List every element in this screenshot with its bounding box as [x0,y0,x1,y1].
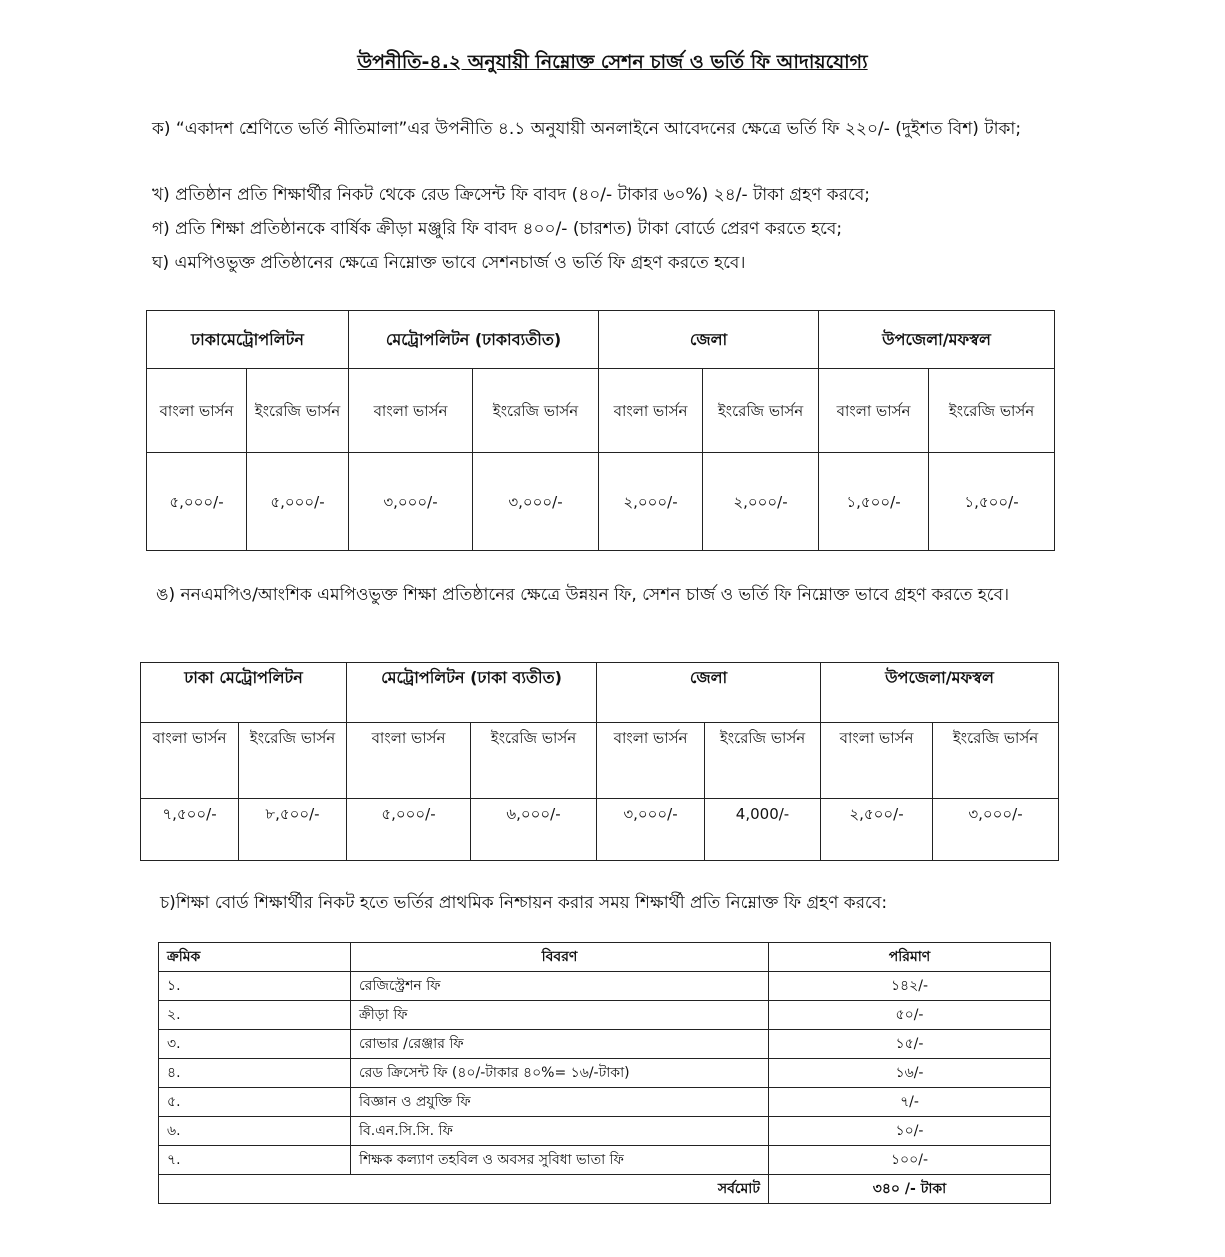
version-cell: ইংরেজি ভার্সন [247,369,349,453]
version-cell: বাংলা ভার্সন [597,723,705,799]
page-title: উপনীতি-৪.২ অনুযায়ী নিম্নোক্ত সেশন চার্জ ও ভর্তি ফি আদায়যোগ্য [357,51,868,73]
version-cell: ইংরেজি ভার্সন [933,723,1059,799]
table-row [159,1030,1051,1059]
version-cell: বাংলা ভার্সন [147,369,247,453]
version-cell: বাংলা ভার্সন [821,723,933,799]
amount-cell: ৬,০০০/- [471,799,597,861]
region-header: মেট্রোপলিটন (ঢাকা ব্যতীত) [347,663,597,723]
description-cell: রোভার /রেঞ্জার ফি [351,1030,769,1059]
amount-cell: ৮,৫০০/- [239,799,347,861]
amount-cell: 4,000/- [705,799,821,861]
serial-header: ক্রমিক [159,943,351,972]
amount-cell: ১৫/- [769,1030,1051,1059]
paragraph-gha: ঘ) এমপিওভুক্ত প্রতিষ্ঠানের ক্ষেত্রে নিম্নোক্ত ভাবে সেশনচার্জ ও ভর্তি ফি গ্রহণ করতে হবে। [152,253,746,273]
version-row [141,723,1059,799]
region-header: জেলা [597,663,821,723]
board-fee-table [158,942,1051,1204]
version-cell: ইংরেজি ভার্সন [473,369,599,453]
version-cell: ইংরেজি ভার্সন [471,723,597,799]
amount-cell: ৫,০০০/- [247,453,349,551]
region-header: ঢাকা মেট্রোপলিটন [141,663,347,723]
amount-cell: ৩,০০০/- [933,799,1059,861]
serial-cell: ৪. [159,1059,351,1088]
region-header: মেট্রোপলিটন (ঢাকাব্যতীত) [349,311,599,369]
table-row [159,1059,1051,1088]
serial-cell: ৫. [159,1088,351,1117]
version-cell: বাংলা ভার্সন [599,369,703,453]
version-cell: বাংলা ভার্সন [141,723,239,799]
table-header-row [159,943,1051,972]
amount-cell: ১,৫০০/- [819,453,929,551]
version-cell: ইংরেজি ভার্সন [703,369,819,453]
mpo-fee-table [146,310,1055,551]
amount-cell: ৭,৫০০/- [141,799,239,861]
serial-cell: ৭. [159,1146,351,1175]
description-header: বিবরণ [351,943,769,972]
total-row [159,1175,1051,1204]
paragraph-ka: ক) “একাদশ শ্রেণিতে ভর্তি নীতিমালা”এর উপনীতি ৪.১ অনুযায়ী অনলাইনে আবেদনের ক্ষেত্রে ভর্তি ফি ২২০/- (দুইশত বিশ) টাকা; [152,119,1022,139]
description-cell: বি.এন.সি.সি. ফি [351,1117,769,1146]
serial-cell: ৩. [159,1030,351,1059]
serial-cell: ১. [159,972,351,1001]
amount-cell: ১৪২/- [769,972,1051,1001]
amount-cell: ৩,০০০/- [349,453,473,551]
amount-row [147,453,1055,551]
table-row [159,972,1051,1001]
non-mpo-fee-table [140,662,1059,861]
amount-cell: ১০০/- [769,1146,1051,1175]
table-header-row [141,663,1059,723]
version-cell: বাংলা ভার্সন [819,369,929,453]
version-cell: ইংরেজি ভার্সন [239,723,347,799]
region-header: ঢাকামেট্রোপলিটন [147,311,349,369]
version-cell: ইংরেজি ভার্সন [929,369,1055,453]
region-header: উপজেলা/মফস্বল [819,311,1055,369]
total-amount: ৩৪০ /- টাকা [769,1175,1051,1204]
total-label: সর্বমোট [159,1175,769,1204]
version-row [147,369,1055,453]
amount-cell: ৭/- [769,1088,1051,1117]
amount-cell: ৫,০০০/- [347,799,471,861]
paragraph-uma: ঙ) ননএমপিও/আংশিক এমপিওভুক্ত শিক্ষা প্রতিষ্ঠানের ক্ষেত্রে উন্নয়ন ফি, সেশন চার্জ ও ভর্তি ফি নিম্নোক্ত ভাবে গ্রহণ করতে হবে। [156,585,1010,605]
version-cell: বাংলা ভার্সন [349,369,473,453]
description-cell: ক্রীড়া ফি [351,1001,769,1030]
amount-cell: ৩,০০০/- [473,453,599,551]
serial-cell: ৬. [159,1117,351,1146]
amount-cell: ২,০০০/- [703,453,819,551]
amount-cell: ২,০০০/- [599,453,703,551]
version-cell: ইংরেজি ভার্সন [705,723,821,799]
amount-cell: ১,৫০০/- [929,453,1055,551]
description-cell: শিক্ষক কল্যাণ তহবিল ও অবসর সুবিধা ভাতা ফি [351,1146,769,1175]
amount-cell: ২,৫০০/- [821,799,933,861]
paragraph-kha: খ) প্রতিষ্ঠান প্রতি শিক্ষার্থীর নিকট থেকে রেড ক্রিসেন্ট ফি বাবদ (৪০/- টাকার ৬০%) ২৪/- টাকা গ্রহণ করবে; [152,185,871,205]
amount-cell: ১০/- [769,1117,1051,1146]
amount-cell: ১৬/- [769,1059,1051,1088]
amount-header: পরিমাণ [769,943,1051,972]
paragraph-ga: গ) প্রতি শিক্ষা প্রতিষ্ঠানকে বার্ষিক ক্রীড়া মঞ্জুরি ফি বাবদ ৪০০/- (চারশত) টাকা বোর্ডে প্রেরণ করতে হবে; [152,219,843,239]
serial-cell: ২. [159,1001,351,1030]
table-row [159,1088,1051,1117]
region-header: জেলা [599,311,819,369]
table-row [159,1117,1051,1146]
amount-cell: ৫০/- [769,1001,1051,1030]
table-header-row [147,311,1055,369]
description-cell: বিজ্ঞান ও প্রযুক্তি ফি [351,1088,769,1117]
table-row [159,1001,1051,1030]
table-row [159,1146,1051,1175]
description-cell: রেড ক্রিসেন্ট ফি (৪০/-টাকার ৪০%= ১৬/-টাকা) [351,1059,769,1088]
amount-row [141,799,1059,861]
amount-cell: ৩,০০০/- [597,799,705,861]
amount-cell: ৫,০০০/- [147,453,247,551]
description-cell: রেজিস্ট্রেশন ফি [351,972,769,1001]
version-cell: বাংলা ভার্সন [347,723,471,799]
region-header: উপজেলা/মফস্বল [821,663,1059,723]
paragraph-cha: চ)শিক্ষা বোর্ড শিক্ষার্থীর নিকট হতে ভর্তির প্রাথমিক নিশ্চায়ন করার সময় শিক্ষার্থী প্রতি নিম্নোক্ত ফি গ্রহণ করবে: [160,893,888,913]
